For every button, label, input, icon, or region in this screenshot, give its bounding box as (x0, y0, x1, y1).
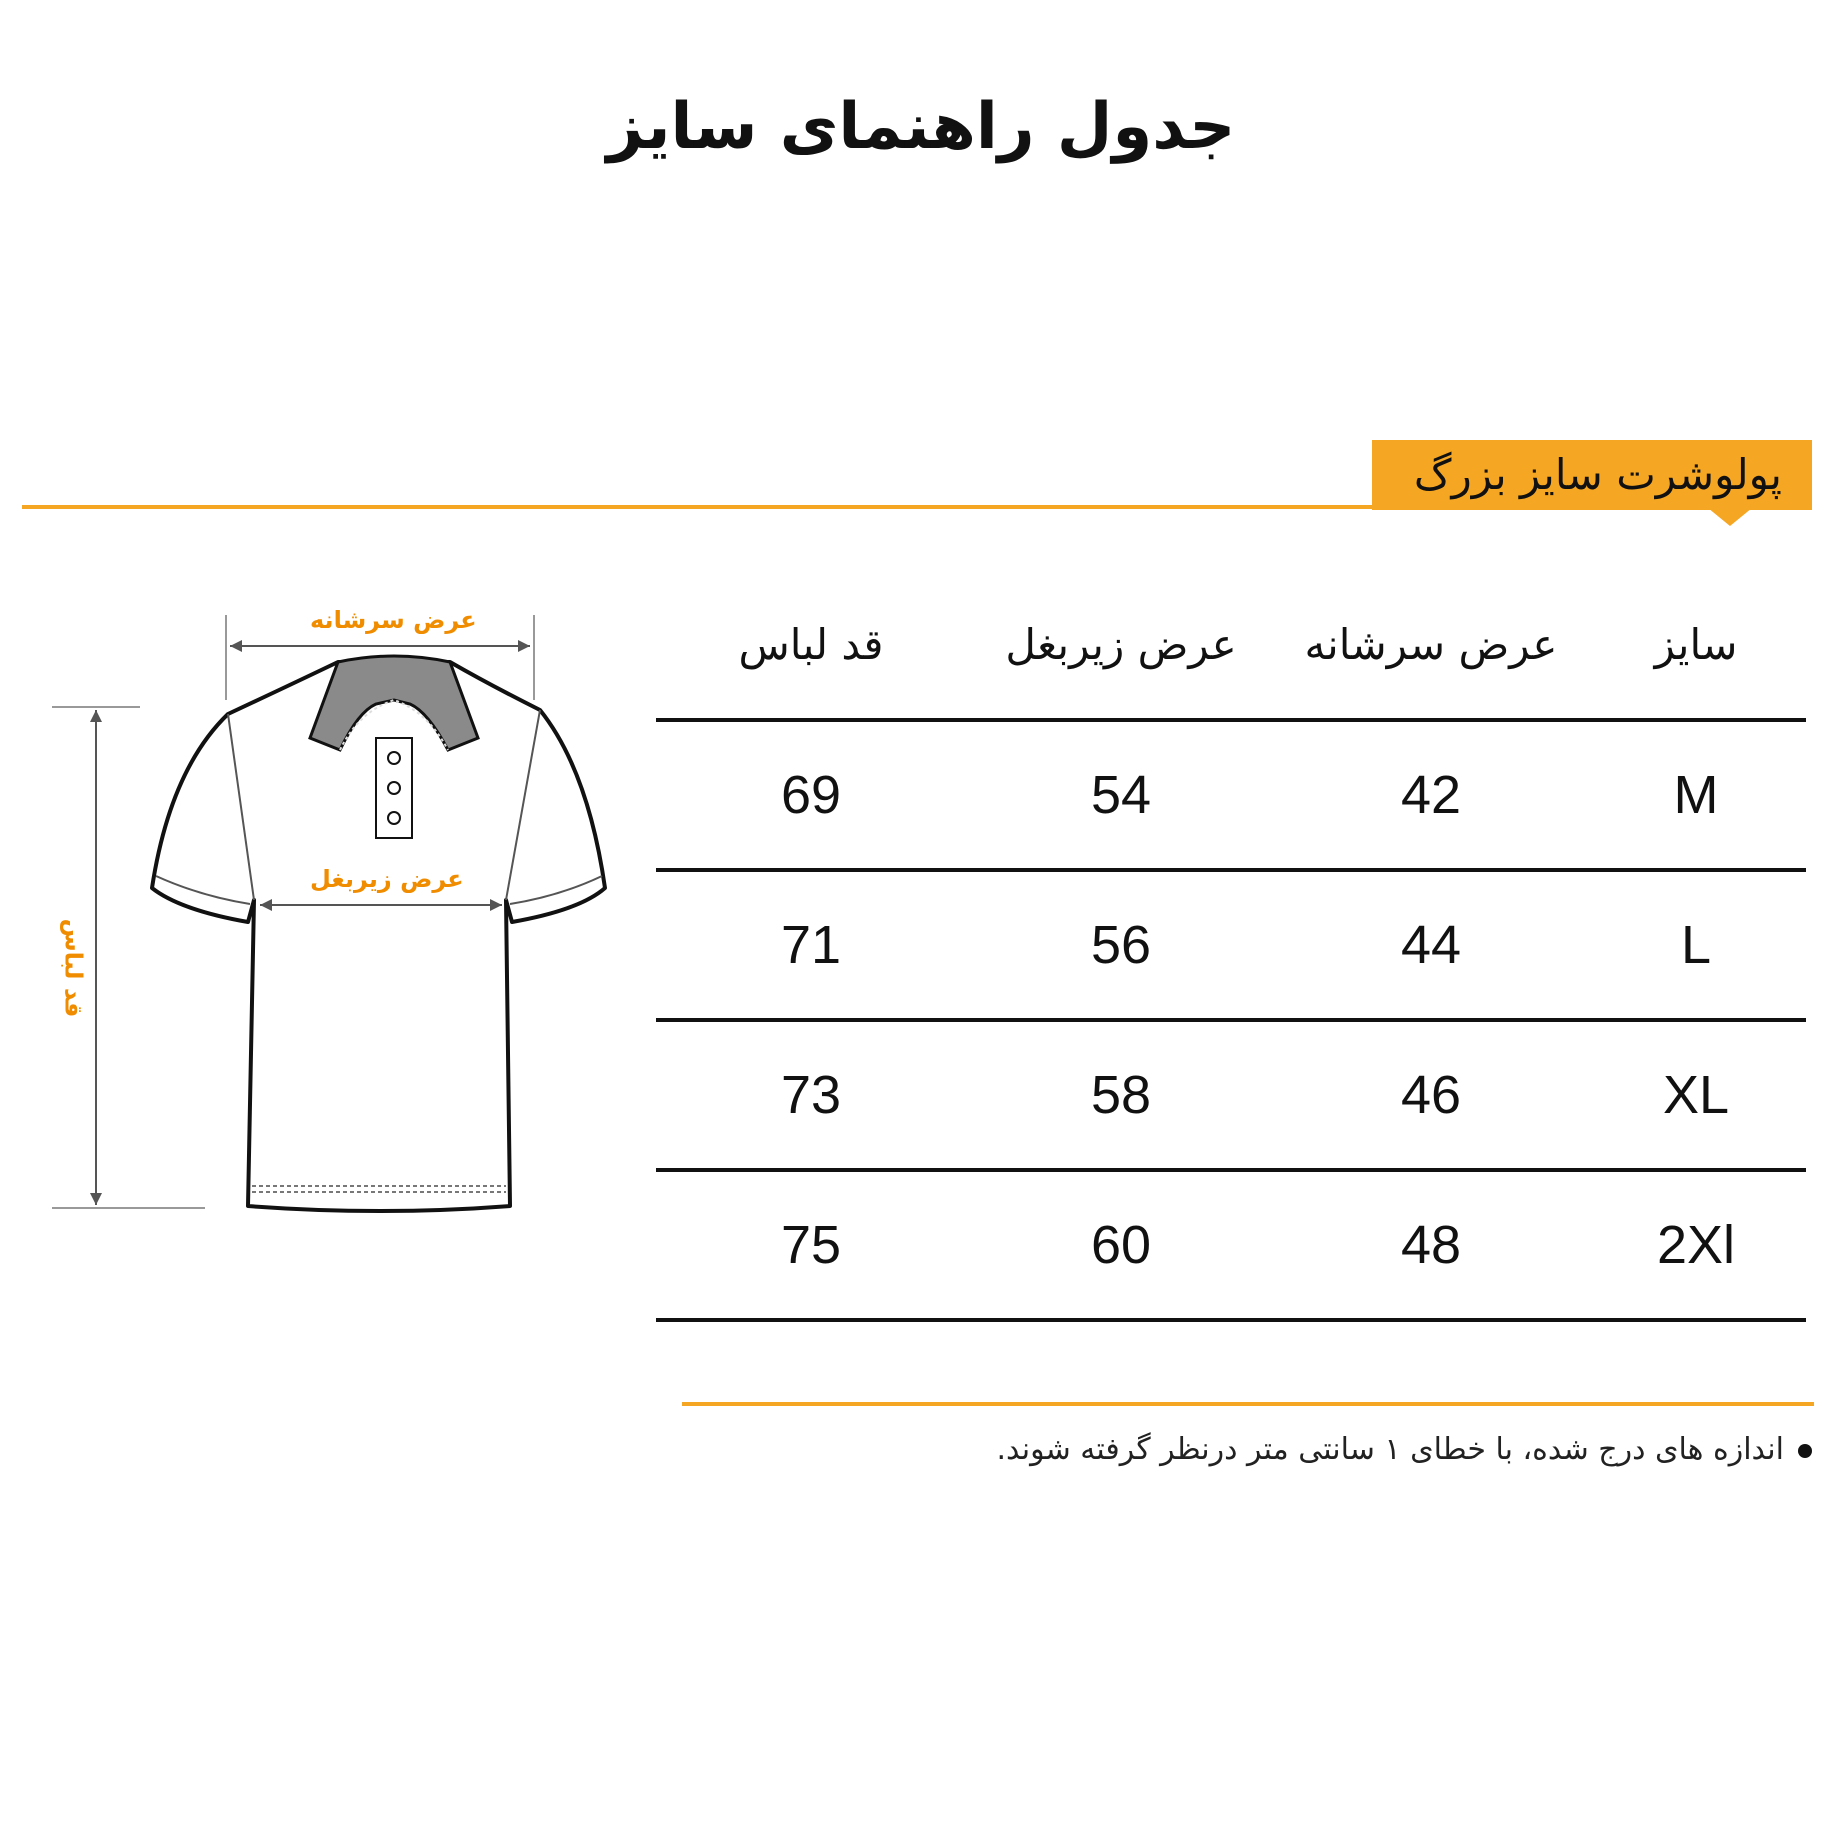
table-row (656, 1022, 1806, 1172)
header-armpit-width: عرض زیربغل (1005, 620, 1237, 669)
armpit-width-label: عرض زیربغل (310, 865, 464, 893)
table-row (656, 722, 1806, 872)
note-text: اندازه های درج شده، با خطای ۱ سانتی متر درنظر گرفته شوند. (996, 1432, 1784, 1467)
cell-armpit-width: 54 (1090, 765, 1152, 825)
section-tab-notch (1708, 508, 1752, 526)
cell-armpit-width: 58 (1090, 1065, 1152, 1125)
header-size: سایز (1654, 620, 1738, 669)
page-title: جدول راهنمای سایز (606, 90, 1236, 164)
shirt-diagram (40, 600, 620, 1230)
shoulder-width-label: عرض سرشانه (310, 606, 477, 634)
cell-shoulder-width: 48 (1400, 1215, 1462, 1275)
length-label: قد لباس (59, 918, 88, 1018)
size-table (656, 590, 1806, 1322)
cell-length: 69 (780, 765, 842, 825)
bullet-icon (1798, 1444, 1812, 1458)
cell-armpit-width: 60 (1090, 1215, 1152, 1275)
cell-size: 2Xl (1656, 1215, 1736, 1275)
measurement-note (996, 1432, 1812, 1467)
polo-shirt-icon (40, 600, 620, 1230)
table-row (656, 1172, 1806, 1322)
section-label: پولوشرت سایز بزرگ (1413, 450, 1782, 499)
cell-size: M (1673, 765, 1719, 825)
cell-shoulder-width: 42 (1400, 765, 1462, 825)
table-row (656, 872, 1806, 1022)
header-length: قد لباس (738, 620, 884, 669)
cell-length: 73 (780, 1065, 842, 1125)
cell-size: XL (1662, 1065, 1730, 1125)
cell-armpit-width: 56 (1090, 915, 1152, 975)
cell-shoulder-width: 44 (1400, 915, 1462, 975)
header-shoulder-width: عرض سرشانه (1304, 620, 1558, 669)
section-tab (1372, 440, 1812, 510)
cell-length: 75 (780, 1215, 842, 1275)
section-divider (22, 505, 1372, 509)
bottom-divider (682, 1402, 1814, 1406)
table-header-row (656, 590, 1806, 722)
cell-size: L (1680, 915, 1712, 975)
cell-shoulder-width: 46 (1400, 1065, 1462, 1125)
cell-length: 71 (780, 915, 842, 975)
